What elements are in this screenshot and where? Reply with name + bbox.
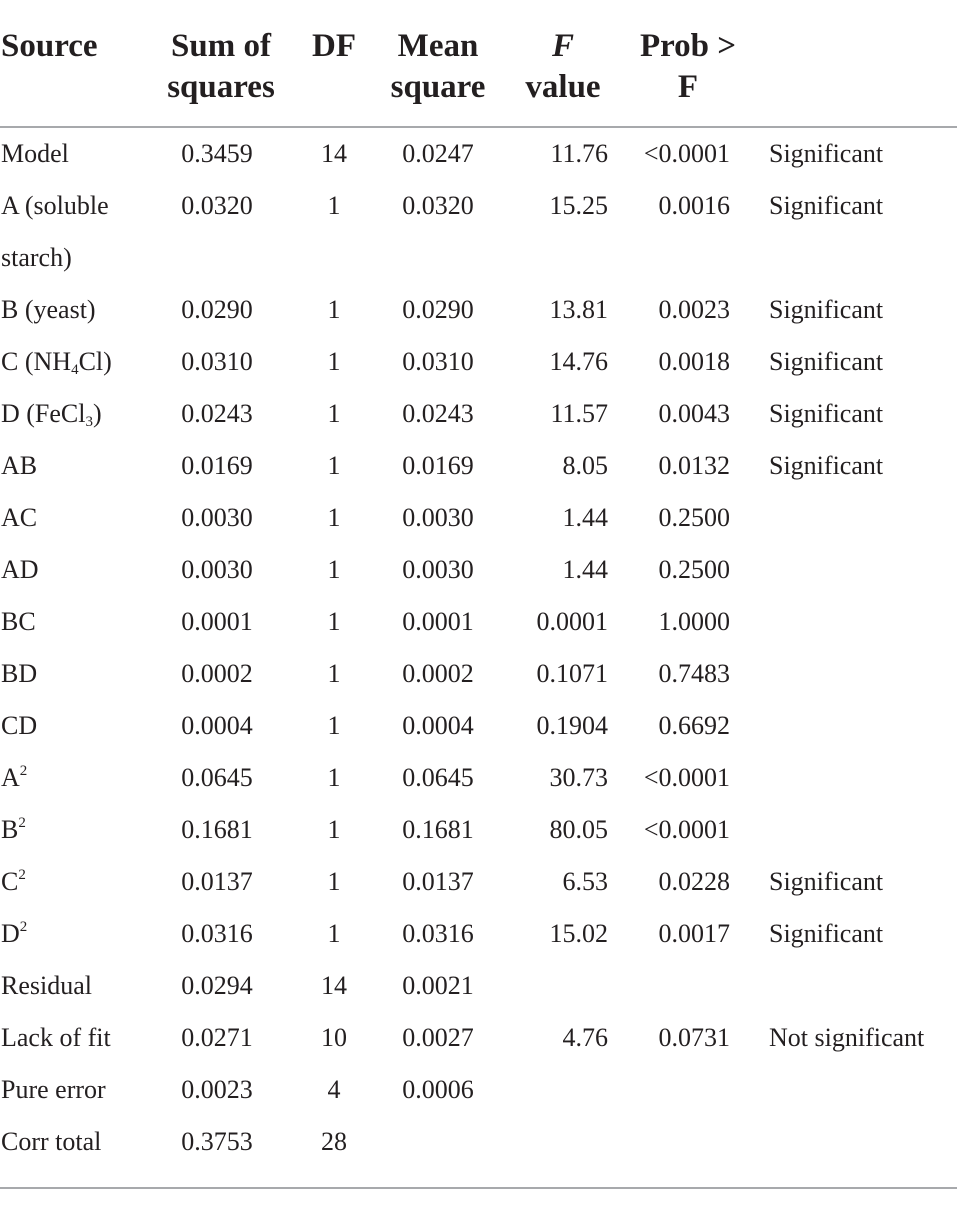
table-row	[0, 908, 957, 960]
cell-significance: Significant	[769, 191, 884, 220]
cell-sum-of-squares: 0.0023	[181, 1075, 253, 1104]
cell-source-subscript: 4	[71, 362, 79, 378]
cell-source-text: D	[1, 919, 20, 948]
cell-significance	[769, 960, 955, 1012]
cell-significance: Significant	[769, 867, 884, 896]
cell-df: 14	[321, 971, 347, 1000]
cell-prob: 0.6692	[658, 711, 730, 740]
cell-df: 1	[327, 607, 341, 636]
cell-source: Model	[1, 139, 69, 168]
cell-source-subscript: 3	[85, 414, 93, 430]
cell-sum-of-squares: 0.0320	[181, 191, 253, 220]
cell-prob: 0.0731	[658, 1023, 730, 1052]
cell-source-line2: starch)	[1, 243, 72, 272]
header-sum-of-squares-line1: Sum of	[171, 28, 271, 64]
cell-f-value	[518, 1116, 608, 1168]
cell-mean-square: 0.0002	[402, 659, 474, 688]
cell-df: 1	[327, 191, 341, 220]
cell-prob: 0.0016	[658, 191, 730, 220]
cell-sum-of-squares: 0.0137	[181, 867, 253, 896]
cell-f-value: 11.57	[550, 399, 608, 428]
header-mean-square-line1: Mean	[397, 28, 479, 64]
cell-source	[1, 752, 166, 804]
cell-prob: 0.0043	[658, 399, 730, 428]
cell-source: BC	[1, 607, 36, 636]
cell-df: 14	[321, 139, 347, 168]
cell-f-value: 11.76	[550, 139, 608, 168]
cell-prob: 1.0000	[658, 607, 730, 636]
table-row	[0, 1064, 957, 1116]
cell-prob: 0.7483	[658, 659, 730, 688]
cell-df: 1	[327, 867, 341, 896]
cell-mean-square: 0.0030	[402, 555, 474, 584]
cell-source: BD	[1, 659, 38, 688]
cell-df: 1	[327, 659, 341, 688]
cell-prob	[632, 1064, 730, 1116]
cell-source-text: B	[1, 815, 19, 844]
table-row	[0, 752, 957, 804]
cell-source	[1, 336, 166, 388]
cell-sum-of-squares: 0.0002	[181, 659, 253, 688]
cell-mean-square	[386, 1116, 490, 1168]
table-header	[0, 0, 957, 128]
cell-sum-of-squares: 0.1681	[181, 815, 253, 844]
cell-df: 1	[327, 295, 341, 324]
cell-f-value	[518, 960, 608, 1012]
cell-source: Pure error	[1, 1075, 106, 1104]
cell-mean-square: 0.0001	[402, 607, 474, 636]
cell-mean-square: 0.0243	[402, 399, 474, 428]
cell-prob: 0.0228	[658, 867, 730, 896]
header-df-label: DF	[312, 28, 356, 64]
header-mean-square-line2: square	[390, 69, 486, 105]
cell-f-value: 4.76	[562, 1023, 608, 1052]
cell-f-value: 30.73	[549, 763, 608, 792]
cell-f-value: 0.1071	[536, 659, 608, 688]
cell-df: 28	[321, 1127, 347, 1156]
cell-significance: Significant	[769, 139, 884, 168]
cell-f-value: 80.05	[549, 815, 608, 844]
cell-source	[1, 908, 166, 960]
header-f-value-line2: value	[525, 69, 601, 105]
cell-sum-of-squares: 0.0294	[181, 971, 253, 1000]
header-f-value-line1: F	[551, 28, 574, 64]
table-row	[0, 388, 957, 440]
cell-df: 4	[327, 1075, 341, 1104]
cell-sum-of-squares: 0.3459	[181, 139, 253, 168]
table-row	[0, 960, 957, 1012]
table-row	[0, 180, 957, 284]
bottom-divider	[0, 1187, 957, 1189]
cell-source-text-end: Cl)	[78, 347, 112, 376]
cell-mean-square: 0.0169	[402, 451, 474, 480]
cell-source-superscript: 2	[18, 867, 26, 883]
cell-mean-square: 0.0021	[402, 971, 474, 1000]
cell-mean-square: 0.0247	[402, 139, 474, 168]
cell-prob: 0.0132	[658, 451, 730, 480]
cell-source-superscript: 2	[18, 815, 26, 831]
cell-sum-of-squares: 0.0243	[181, 399, 253, 428]
cell-significance	[769, 700, 955, 752]
cell-source-superscript: 2	[19, 763, 28, 779]
cell-source-text: D (FeCl	[1, 399, 86, 428]
table-row	[0, 492, 957, 544]
cell-sum-of-squares: 0.0316	[181, 919, 253, 948]
cell-sum-of-squares: 0.0030	[181, 555, 253, 584]
cell-source-text: A	[1, 763, 20, 792]
table-row	[0, 1012, 957, 1064]
cell-df: 1	[327, 919, 341, 948]
cell-df: 1	[327, 451, 341, 480]
cell-source: B (yeast)	[1, 295, 96, 324]
cell-prob: <0.0001	[643, 139, 730, 168]
cell-source	[1, 804, 166, 856]
cell-f-value: 13.81	[549, 295, 608, 324]
cell-significance	[769, 492, 955, 544]
cell-mean-square: 0.0310	[402, 347, 474, 376]
cell-source: AB	[1, 451, 38, 480]
cell-mean-square: 0.0290	[402, 295, 474, 324]
header-source-label: Source	[1, 28, 98, 64]
cell-f-value: 0.0001	[536, 607, 608, 636]
cell-mean-square: 0.0027	[402, 1023, 474, 1052]
cell-prob: <0.0001	[643, 763, 730, 792]
cell-f-value: 15.02	[549, 919, 608, 948]
cell-prob	[632, 1116, 730, 1168]
cell-df: 1	[327, 555, 341, 584]
cell-significance	[769, 1116, 955, 1168]
cell-source-superscript: 2	[19, 919, 28, 935]
cell-f-value: 15.25	[549, 191, 608, 220]
cell-sum-of-squares: 0.0001	[181, 607, 253, 636]
header-sum-of-squares	[162, 26, 280, 108]
cell-prob: 0.2500	[658, 503, 730, 532]
cell-f-value: 0.1904	[536, 711, 608, 740]
cell-f-value: 6.53	[562, 867, 608, 896]
cell-source: AD	[1, 555, 39, 584]
cell-sum-of-squares: 0.0004	[181, 711, 253, 740]
table-row	[0, 336, 957, 388]
table-row	[0, 700, 957, 752]
header-df	[304, 26, 364, 67]
cell-sum-of-squares: 0.0645	[181, 763, 253, 792]
cell-significance: Significant	[769, 295, 884, 324]
cell-source-text: C	[1, 867, 19, 896]
table-row	[0, 596, 957, 648]
header-prob-f	[632, 26, 744, 108]
cell-source-text: C (NH	[1, 347, 72, 376]
cell-f-value: 1.44	[562, 503, 608, 532]
cell-prob	[632, 960, 730, 1012]
cell-source: Lack of fit	[1, 1023, 111, 1052]
table-row	[0, 648, 957, 700]
table-row	[0, 804, 957, 856]
cell-source: AC	[1, 503, 38, 532]
table-row	[0, 440, 957, 492]
header-f-value	[518, 26, 608, 108]
cell-f-value: 1.44	[562, 555, 608, 584]
table-row	[0, 284, 957, 336]
cell-significance	[769, 596, 955, 648]
cell-significance	[769, 544, 955, 596]
header-prob-f-line2: F	[677, 69, 699, 105]
table-row	[0, 128, 957, 180]
cell-mean-square: 0.0030	[402, 503, 474, 532]
cell-sum-of-squares: 0.0271	[181, 1023, 253, 1052]
cell-mean-square: 0.0004	[402, 711, 474, 740]
cell-source: CD	[1, 711, 38, 740]
cell-source	[1, 856, 166, 908]
cell-prob: 0.0023	[658, 295, 730, 324]
cell-mean-square: 0.0316	[402, 919, 474, 948]
cell-df: 1	[327, 763, 341, 792]
cell-df: 1	[327, 815, 341, 844]
cell-mean-square: 0.0006	[402, 1075, 474, 1104]
header-source	[1, 26, 98, 67]
cell-sum-of-squares: 0.0169	[181, 451, 253, 480]
table-row	[0, 544, 957, 596]
cell-significance: Significant	[769, 451, 884, 480]
table-row	[0, 856, 957, 908]
cell-mean-square: 0.0645	[402, 763, 474, 792]
cell-df: 1	[327, 711, 341, 740]
header-prob-f-line1: Prob >	[639, 28, 737, 64]
cell-df: 1	[327, 503, 341, 532]
cell-source: Corr total	[1, 1127, 102, 1156]
cell-f-value	[518, 1064, 608, 1116]
cell-sum-of-squares: 0.0030	[181, 503, 253, 532]
cell-source-text-end: )	[93, 399, 102, 428]
cell-f-value: 8.05	[562, 451, 608, 480]
header-sum-of-squares-line2: squares	[167, 69, 275, 105]
cell-significance: Not significant	[769, 1023, 925, 1052]
cell-source: Residual	[1, 971, 92, 1000]
cell-prob: 0.0017	[658, 919, 730, 948]
cell-f-value: 14.76	[549, 347, 608, 376]
cell-significance	[769, 1064, 955, 1116]
cell-mean-square: 0.0137	[402, 867, 474, 896]
cell-significance	[769, 648, 955, 700]
cell-sum-of-squares: 0.3753	[181, 1127, 253, 1156]
cell-significance	[769, 752, 955, 804]
cell-prob: 0.2500	[658, 555, 730, 584]
cell-source-line1: A (soluble	[1, 191, 109, 220]
cell-significance	[769, 804, 955, 856]
table-row	[0, 1116, 957, 1168]
cell-mean-square: 0.0320	[402, 191, 474, 220]
header-mean-square	[385, 26, 491, 108]
cell-df: 10	[321, 1023, 347, 1052]
cell-source	[1, 180, 166, 284]
cell-significance: Significant	[769, 399, 884, 428]
cell-sum-of-squares: 0.0290	[181, 295, 253, 324]
cell-df: 1	[327, 399, 341, 428]
cell-prob: 0.0018	[658, 347, 730, 376]
cell-significance: Significant	[769, 347, 884, 376]
cell-df: 1	[327, 347, 341, 376]
cell-prob: <0.0001	[643, 815, 730, 844]
cell-significance: Significant	[769, 919, 884, 948]
cell-mean-square: 0.1681	[402, 815, 474, 844]
cell-sum-of-squares: 0.0310	[181, 347, 253, 376]
cell-source	[1, 388, 166, 440]
